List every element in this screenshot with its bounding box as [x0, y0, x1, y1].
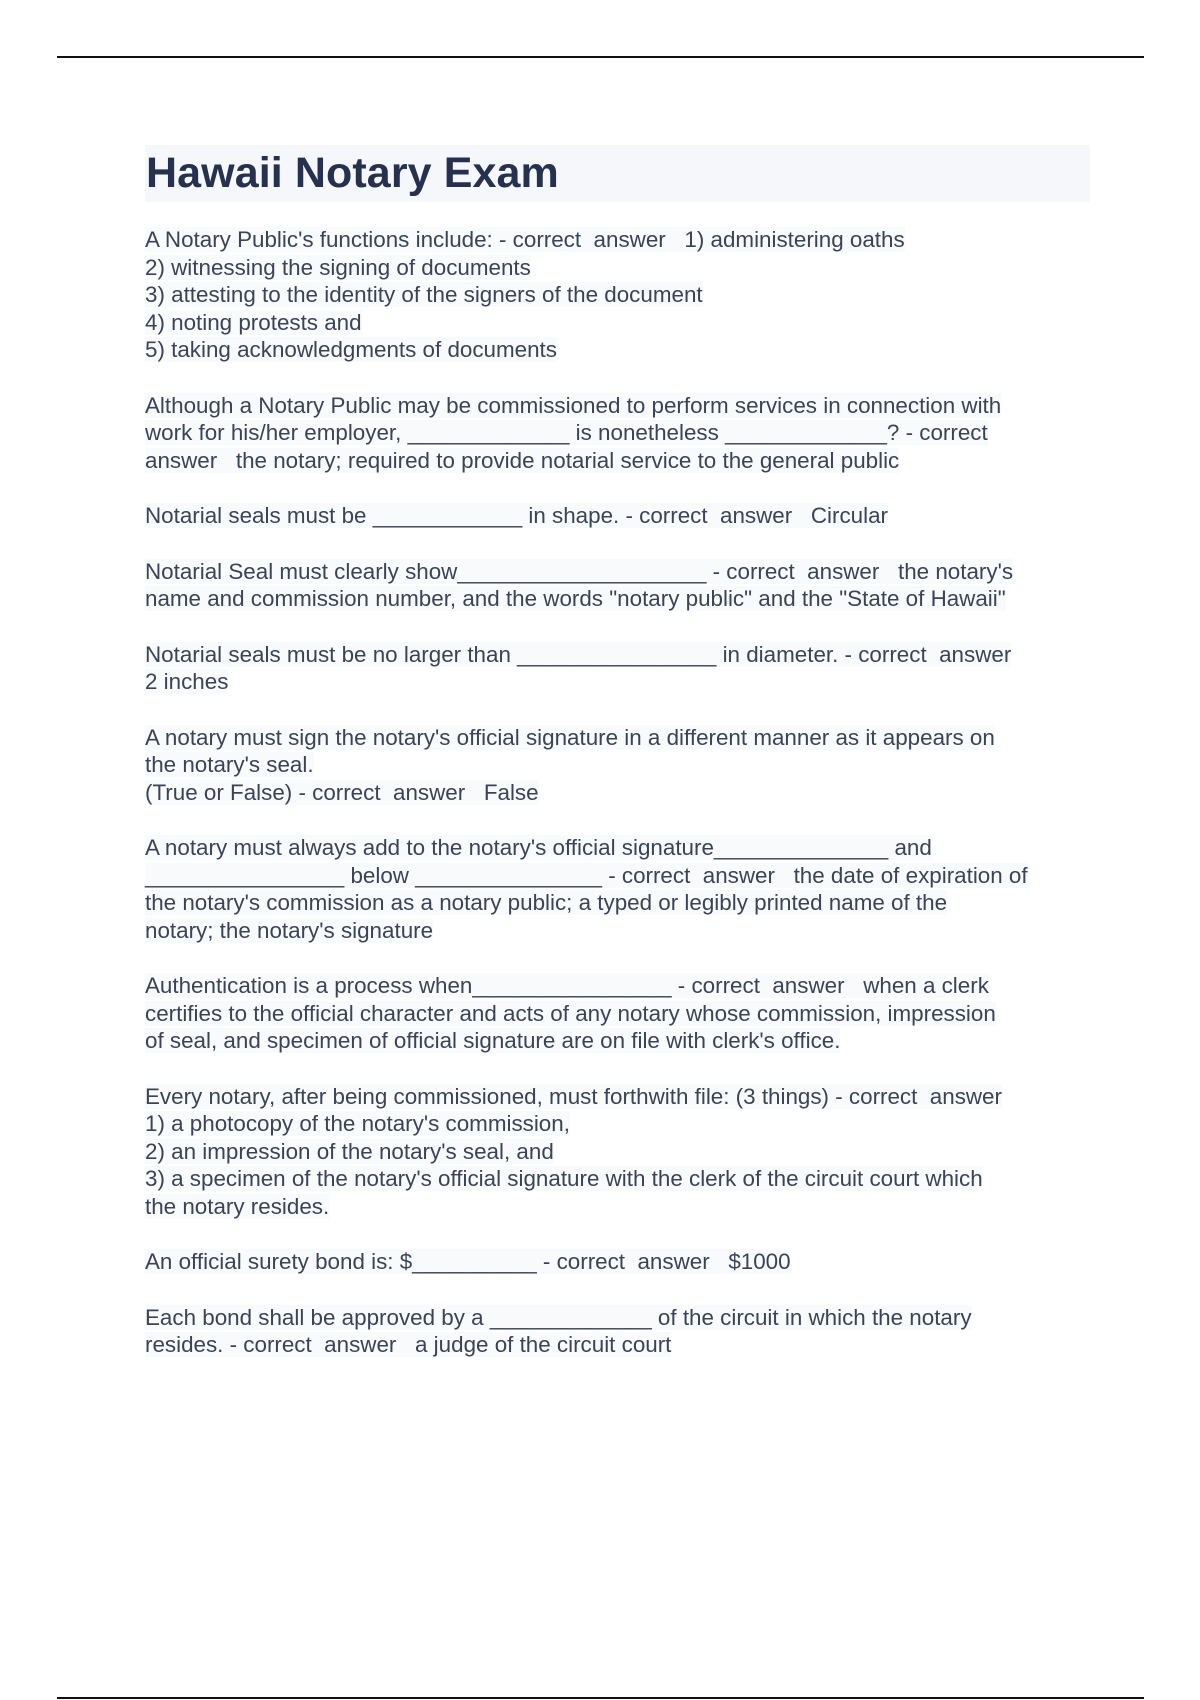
qa-item-3	[145, 502, 1090, 530]
qa-text: Notarial Seal must clearly show____________________ - correct answer the notary's name and commission number, and the words "notary public" and the "State of Hawaii"	[145, 558, 1014, 611]
qa-item-7	[145, 834, 1090, 944]
qa-text: A notary must always add to the notary's official signature______________ and ________________ below _______________ - correct answer the date of expiration of the notary's commission as a notary public; a typed or legibly printed name of the notary; the notary's signature	[145, 835, 1028, 943]
bottom-rule	[57, 1697, 1144, 1699]
qa-text: Notarial seals must be no larger than ________________ in diameter. - correct answer 2 inches	[145, 641, 1012, 694]
qa-item-10	[145, 1248, 1090, 1276]
qa-item-1	[145, 226, 1090, 364]
qa-item-11	[145, 1304, 1090, 1359]
qa-item-9	[145, 1083, 1090, 1221]
qa-text: A Notary Public's functions include: - correct answer 1) administering oaths 2) witnessing the signing of documents 3) attesting to the identity of the signers of the document 4) noting protests and 5) taking acknowledgments of documents	[145, 227, 905, 362]
document-body	[145, 145, 1090, 1387]
qa-text: Notarial seals must be ____________ in shape. - correct answer Circular	[145, 503, 889, 528]
top-rule	[57, 56, 1144, 58]
qa-item-2	[145, 392, 1090, 475]
qa-list	[145, 226, 1090, 1359]
qa-item-4	[145, 558, 1090, 613]
qa-text: Authentication is a process when________________ - correct answer when a clerk certifies to the official character and acts of any notary whose commission, impression of seal, and specimen of official signature are on file with clerk's office.	[145, 973, 996, 1053]
qa-text: Every notary, after being commissioned, must forthwith file: (3 things) - correct answer 1) a photocopy of the notary's commission, 2) an impression of the notary's seal, and 3) a specimen of the notary's official signature with the clerk of the circuit court which the notary resides.	[145, 1083, 1002, 1219]
qa-item-5	[145, 641, 1090, 696]
qa-text: Although a Notary Public may be commissioned to perform services in connection with work for his/her employer, _____________ is nonetheless _____________? - correct answer the notary; required to provide notarial service to the general public	[145, 392, 1002, 473]
qa-item-8	[145, 972, 1090, 1055]
qa-text: An official surety bond is: $__________ - correct answer $1000	[145, 1249, 791, 1274]
title-band	[145, 145, 1090, 202]
document-title: Hawaii Notary Exam	[146, 149, 559, 197]
qa-item-6	[145, 724, 1090, 807]
qa-text: Each bond shall be approved by a _____________ of the circuit in which the notary resides. - correct answer a judge of the circuit court	[145, 1304, 972, 1357]
qa-text: A notary must sign the notary's official signature in a different manner as it appears on the notary's seal. (True or False) - correct answer False	[145, 724, 995, 805]
